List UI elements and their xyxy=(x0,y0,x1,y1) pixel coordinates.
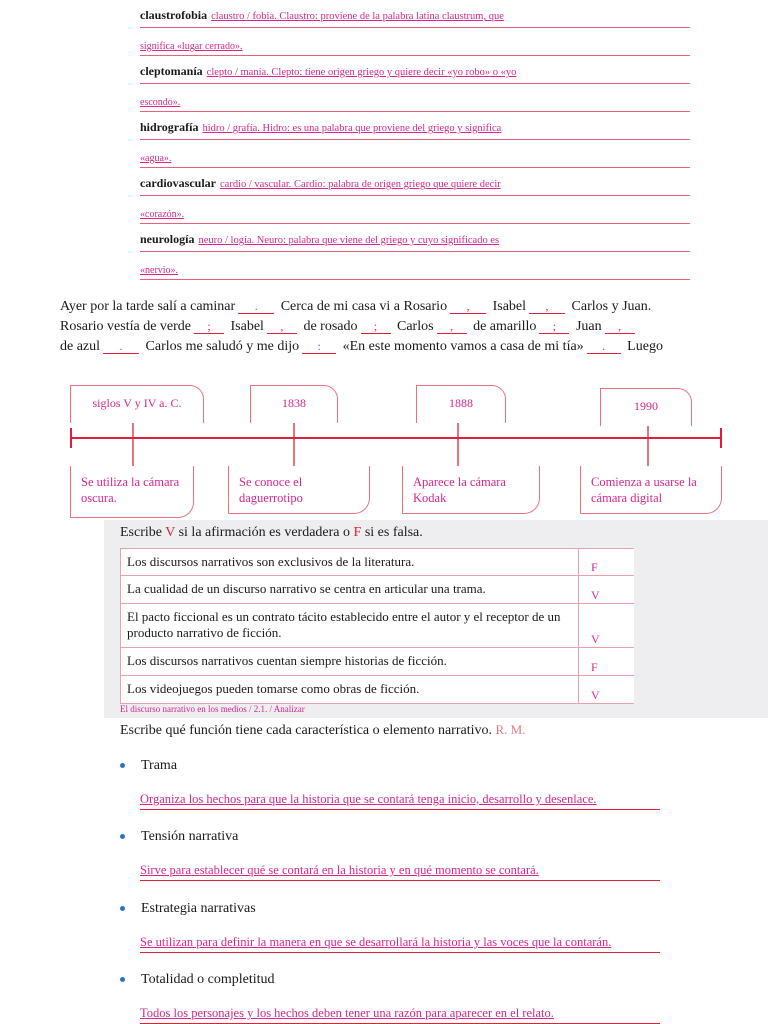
punctuation-blank[interactable]: ; xyxy=(194,319,224,334)
timeline-period: siglos V y IV a. C. xyxy=(70,385,204,423)
timeline-event: Se utiliza la cámara oscura. xyxy=(70,466,194,518)
statement: Los videojuegos pueden tomarse como obras de ficción. xyxy=(127,681,420,696)
etymology-item xyxy=(140,172,690,228)
paragraph-text: Rosario vestía de verde xyxy=(60,319,192,334)
timeline-connector xyxy=(457,423,459,466)
timeline-connector xyxy=(647,426,649,466)
timeline-event: Aparece la cámara Kodak xyxy=(402,466,540,514)
term: Totalidad o completitud xyxy=(141,972,275,987)
table-row xyxy=(120,604,634,648)
bullet-icon xyxy=(120,977,125,982)
list-item xyxy=(120,900,668,960)
answer-cell[interactable] xyxy=(578,648,630,675)
paragraph-text: Cerca de mi casa vi a Rosario xyxy=(280,299,448,314)
list-item xyxy=(120,757,668,817)
timeline-event: Comienza a usarse la cámara digital xyxy=(580,466,722,514)
table-row xyxy=(120,576,634,604)
bullet-icon xyxy=(120,763,125,768)
punctuation-blank[interactable]: , xyxy=(437,319,467,334)
punctuation-blank[interactable]: ; xyxy=(361,319,391,334)
functions-title: Escribe qué función tiene cada característica o elemento narrativo. R. M. xyxy=(120,722,526,738)
punctuation-blank[interactable]: . xyxy=(587,339,621,354)
answer-cell[interactable] xyxy=(578,676,630,703)
true-false-title: Escribe V si la afirmación es verdadera o F si es falsa. xyxy=(120,525,423,540)
etymology-definition[interactable]: cardio / vascular. Cardio: palabra de origen griego que quiere decir xyxy=(220,179,501,190)
paragraph-text: Isabel xyxy=(492,299,527,314)
etymology-item xyxy=(140,60,690,116)
etymology-item xyxy=(140,116,690,172)
answer-cell[interactable] xyxy=(578,576,630,603)
source-reference: El discurso narrativo en los medios / 2.1. / Analizar xyxy=(120,704,305,714)
etymology-item xyxy=(140,4,690,60)
etymology-definition[interactable]: hidro / grafía. Hidro: es una palabra que proviene del griego y significa xyxy=(202,123,502,134)
table-row xyxy=(120,548,634,576)
timeline-event: Se conoce el daguerrotipo xyxy=(228,466,370,514)
etymology-definition[interactable]: claustro / fobia. Claustro: proviene de la palabra latina claustrum, que xyxy=(211,11,504,22)
paragraph-text: Luego xyxy=(627,339,663,354)
timeline-period: 1838 xyxy=(250,385,338,423)
punctuation-blank[interactable]: , xyxy=(450,299,486,314)
answer-line[interactable]: Sirve para establecer qué se contará en la historia y en qué momento se contará. xyxy=(140,861,660,881)
table-row xyxy=(120,676,634,704)
answer-cell[interactable] xyxy=(578,549,630,575)
answer-line[interactable]: Se utilizan para definir la manera en que se desarrollará la historia y las voces que la contarán. xyxy=(140,933,660,953)
etymology-definition-cont[interactable]: escondo». xyxy=(140,97,181,108)
paragraph-text: Carlos xyxy=(397,319,434,334)
etymology-definition[interactable]: neuro / logía. Neuro: palabra que viene del griego y cuyo significado es xyxy=(198,235,500,246)
list-item xyxy=(120,828,668,888)
etymology-definition[interactable]: clepto / manía. Clepto: tiene origen griego y quiere decir «yo robo» o «yo xyxy=(206,67,517,78)
rm-label: R. M. xyxy=(495,722,526,737)
etymology-definition-cont[interactable]: «nervio». xyxy=(140,265,179,276)
statement: La cualidad de un discurso narrativo se centra en articular una trama. xyxy=(127,581,486,596)
punctuation-blank[interactable]: . xyxy=(238,299,274,314)
paragraph-text: de rosado xyxy=(303,319,358,334)
paragraph-text: Ayer por la tarde salí a caminar xyxy=(60,299,236,314)
timeline-axis-end xyxy=(720,428,722,448)
timeline-connector xyxy=(293,423,295,466)
answer-value: F xyxy=(591,660,598,674)
term: Tensión narrativa xyxy=(141,829,239,844)
etymology-item xyxy=(140,228,690,284)
true-false-table xyxy=(120,548,634,704)
answer-value: V xyxy=(591,632,600,646)
punctuation-blank[interactable]: ; xyxy=(539,319,569,334)
etymology-word: neurología xyxy=(140,232,195,246)
paragraph-text: Carlos me saludó y me dijo xyxy=(145,339,300,354)
statement: El pacto ficcional es un contrato tácito establecido entre el autor y el receptor de un producto narrativo de ficción. xyxy=(127,609,561,640)
paragraph-line xyxy=(60,337,730,357)
answer-value: V xyxy=(591,588,600,602)
answer-value: V xyxy=(591,688,600,702)
answer-value: F xyxy=(591,560,598,574)
statement: Los discursos narrativos cuentan siempre historias de ficción. xyxy=(127,653,447,668)
punctuation-blank[interactable]: , xyxy=(605,319,635,334)
paragraph-text: Carlos y Juan. xyxy=(571,299,652,314)
bullet-icon xyxy=(120,906,125,911)
term: Estrategia narrativas xyxy=(141,901,256,916)
paragraph-text: Juan xyxy=(575,319,602,334)
timeline-period: 1990 xyxy=(600,388,692,426)
etymology-definition-cont[interactable]: «agua». xyxy=(140,153,172,164)
paragraph-text: «En este momento vamos a casa de mi tía» xyxy=(342,339,584,354)
timeline-period: 1888 xyxy=(416,385,506,423)
punctuation-blank[interactable]: . xyxy=(103,339,139,354)
table-row xyxy=(120,648,634,676)
paragraph-text: Isabel xyxy=(230,319,264,334)
etymology-definition-cont[interactable]: «corazón». xyxy=(140,209,185,220)
timeline-axis-start xyxy=(70,428,72,448)
etymology-word: hidrografía xyxy=(140,120,199,134)
etymology-word: claustrofobia xyxy=(140,8,208,22)
list-item xyxy=(120,971,668,1024)
paragraph-text: de azul xyxy=(60,339,101,354)
punctuation-blank[interactable]: , xyxy=(529,299,565,314)
timeline-connector xyxy=(132,423,134,466)
punctuation-blank[interactable]: , xyxy=(267,319,297,334)
term: Trama xyxy=(141,758,178,773)
answer-line[interactable]: Todos los personajes y los hechos deben tener una razón para aparecer en el relato. xyxy=(140,1004,660,1024)
answer-cell[interactable] xyxy=(578,604,630,647)
etymology-definition-cont[interactable]: significa «lugar cerrado». xyxy=(140,41,243,52)
punctuation-blank[interactable]: : xyxy=(302,339,336,354)
answer-line[interactable]: Organiza los hechos para que la historia que se contará tenga inicio, desarrollo y desenlace. xyxy=(140,790,660,810)
timeline-axis xyxy=(70,437,722,439)
etymology-word: cardiovascular xyxy=(140,176,216,190)
paragraph-line xyxy=(60,317,730,337)
statement: Los discursos narrativos son exclusivos de la literatura. xyxy=(127,554,415,569)
bullet-icon xyxy=(120,834,125,839)
etymology-word: cleptomanía xyxy=(140,64,203,78)
paragraph-line xyxy=(60,297,730,317)
paragraph-text: de amarillo xyxy=(473,319,537,334)
